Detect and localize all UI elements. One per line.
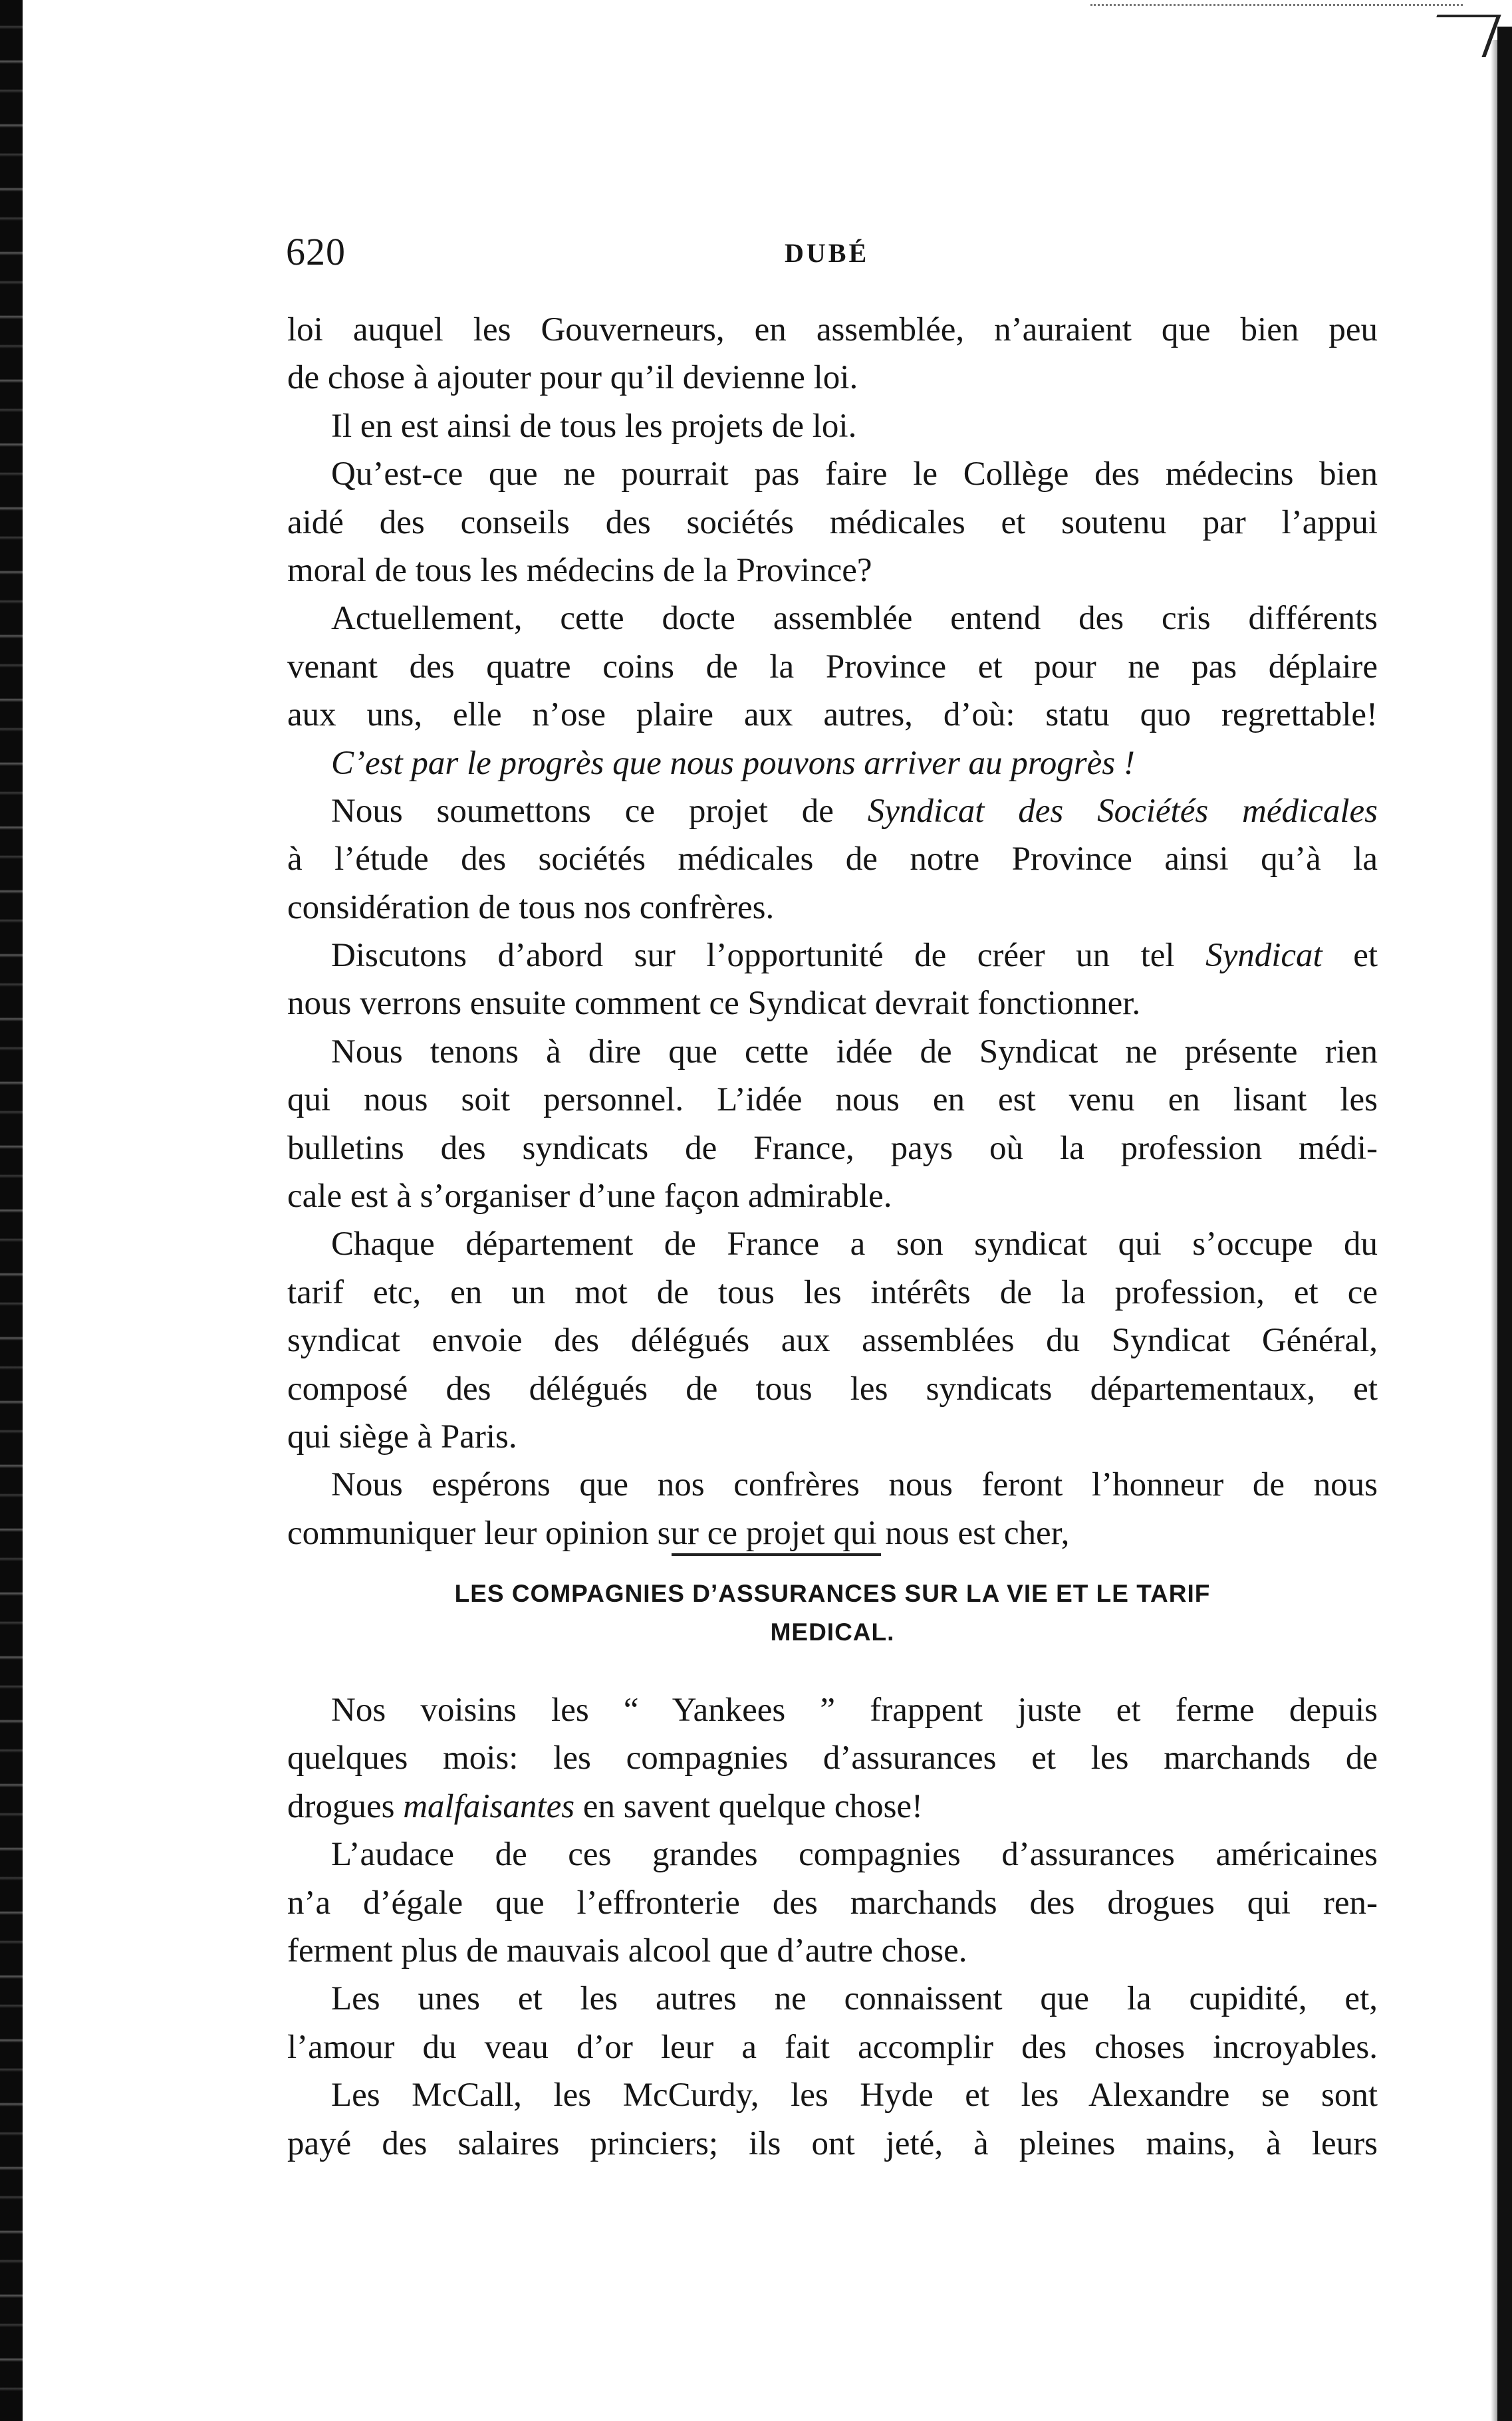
text-line: [287, 787, 1378, 835]
text-line: cale est à s’organiser d’une façon admirable.: [287, 1178, 892, 1215]
text-line: Chaque département de France a son syndicat qui s’occupe du: [331, 1225, 1378, 1263]
text-line: aidé des conseils des sociétés médicales et soutenu par l’appui: [287, 503, 1378, 541]
text-line: l’amour du veau d’or leur a fait accomplir des choses incroyables.: [287, 2028, 1378, 2066]
text-line: [287, 1783, 1378, 1831]
text-line: loi auquel les Gouverneurs, en assemblée, n’auraient que bien peu: [287, 311, 1378, 348]
text-line: Nous tenons à dire que cette idée de Syndicat ne présente rien: [331, 1033, 1378, 1071]
text-line: composé des délégués de tous les syndicats départementaux, et: [287, 1370, 1378, 1408]
text-line: venant des quatre coins de la Province et pour ne pas déplaire: [287, 648, 1378, 686]
text-line: quelques mois: les compagnies d’assurances et les marchands de: [287, 1739, 1378, 1777]
running-head: [286, 229, 1390, 276]
text-line: aux uns, elle n’ose plaire aux autres, d’où: statu quo regrettable!: [287, 696, 1378, 734]
text-line: moral de tous les médecins de la Province?: [287, 551, 872, 589]
scan-right-shadow: [1491, 40, 1497, 2421]
section-heading-line: MEDICAL.: [770, 1618, 895, 1646]
line-segment: en savent quelque chose!: [574, 1787, 924, 1825]
section-body-text: [287, 1686, 1378, 2168]
text-line: Les McCall, les McCurdy, les Hyde et les Alexandre se sont: [331, 2077, 1378, 2114]
running-title: DUBÉ: [785, 238, 870, 268]
text-line: [287, 932, 1378, 979]
body-lines-b: [287, 1028, 1378, 1557]
text-line: nous verrons ensuite comment ce Syndicat devrait fonctionner.: [287, 985, 1141, 1023]
section-lines: [287, 1831, 1378, 2168]
scan-top-rule: [1090, 4, 1463, 6]
scan-right-edge: [1497, 27, 1512, 2421]
text-line: qui siège à Paris.: [287, 1418, 517, 1456]
text-line: Nos voisins les “ Yankees ” frappent juste et ferme depuis: [331, 1692, 1378, 1729]
text-line: payé des salaires princiers; ils ont jeté, à pleines mains, à leurs: [287, 2124, 1378, 2162]
italic-segment: Syndicat: [1205, 937, 1323, 975]
scan-corner-mark: [1422, 15, 1501, 57]
line-segment: Nous soumettons ce projet de: [331, 792, 868, 830]
page-number: 620: [286, 230, 346, 273]
text-line: tarif etc, en un mot de tous les intérêts de la profession, et ce: [287, 1273, 1378, 1311]
section-separator: [672, 1553, 881, 1556]
text-line: n’a d’égale que l’effronterie des marchands des drogues qui ren-: [287, 1884, 1378, 1922]
text-line: à l’étude des sociétés médicales de notre Province ainsi qu’à la: [287, 840, 1378, 878]
scan-left-edge: [0, 0, 23, 2421]
body-lines-a: [287, 306, 1378, 787]
text-line: considération de tous nos confrères.: [287, 888, 775, 926]
line-segment: Discutons d’abord sur l’opportunité de créer un tel: [331, 937, 1206, 975]
text-line: Il en est ainsi de tous les projets de loi.: [331, 407, 857, 445]
text-line: Actuellement, cette docte assemblée entend des cris différents: [331, 600, 1378, 638]
line-segment: et: [1322, 937, 1378, 975]
section-heading-line: LES COMPAGNIES D’ASSURANCES SUR LA VIE ET LE TARIF: [454, 1580, 1211, 1607]
text-line: syndicat envoie des délégués aux assemblées du Syndicat Général,: [287, 1322, 1378, 1360]
line-segment: drogues: [287, 1787, 404, 1825]
text-line: Les unes et les autres ne connaissent que la cupidité, et,: [331, 1980, 1378, 2018]
text-line: communiquer leur opinion sur ce projet qui nous est cher,: [287, 1514, 1070, 1552]
text-line: Qu’est-ce que ne pourrait pas faire le Collège des médecins bien: [331, 455, 1378, 493]
section-heading: [287, 1575, 1378, 1652]
italic-segment: malfaisantes: [403, 1787, 575, 1825]
text-line: bulletins des syndicats de France, pays où la profession médi-: [287, 1129, 1378, 1167]
italic-segment: Syndicat des Sociétés médicales: [867, 792, 1378, 830]
text-line: C’est par le progrès que nous pouvons arriver au progrès !: [331, 744, 1135, 782]
text-line: L’audace de ces grandes compagnies d’assurances américaines: [331, 1836, 1378, 1874]
body-text: [287, 306, 1378, 1557]
text-line: Nous espérons que nos confrères nous feront l’honneur de nous: [331, 1466, 1378, 1504]
text-line: qui nous soit personnel. L’idée nous en est venu en lisant les: [287, 1081, 1378, 1119]
text-line: ferment plus de mauvais alcool que d’autre chose.: [287, 1932, 967, 1970]
text-line: de chose à ajouter pour qu’il devienne loi.: [287, 359, 858, 397]
